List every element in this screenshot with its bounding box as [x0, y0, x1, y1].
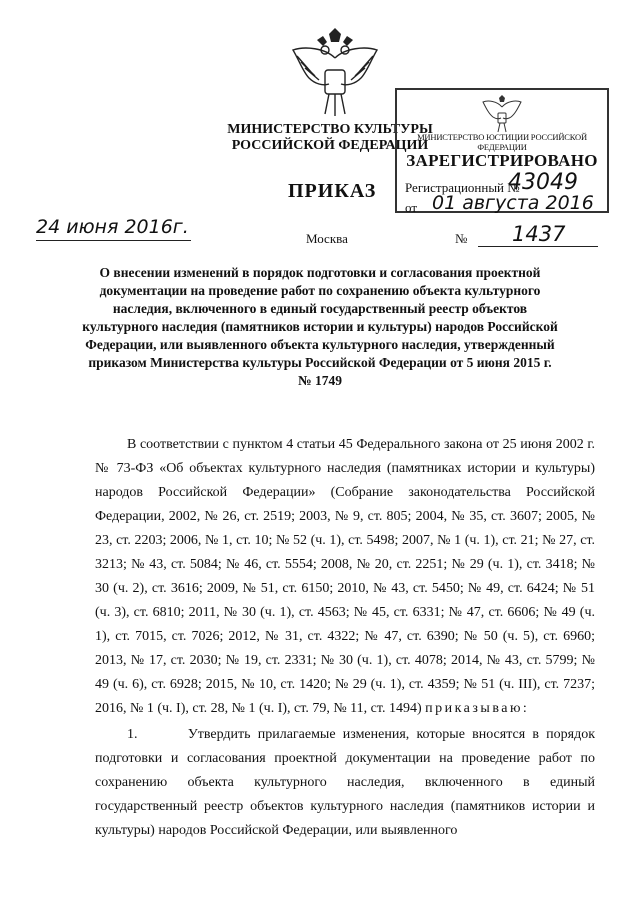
- document-heading: О внесении изменений в порядок подготовки и согласования проектной документации на проведение работ по сохранению объекта культурного наследия, включенного в единый государственный реестр объектов культурного наследия (памятников истории и культуры) народов Российской Федерации, или выявленного объекта культурного наследия, утвержденный приказом Министерства культуры Российской Федерации от 5 июня 2015 г. № 1749: [82, 265, 558, 388]
- item-1-number: 1.: [127, 727, 138, 742]
- document-body: [95, 433, 595, 843]
- document-type: ПРИКАЗ: [288, 180, 377, 202]
- order-number: 1437: [512, 222, 566, 246]
- item-1-paragraph: [95, 723, 595, 843]
- date-underline: [36, 240, 191, 241]
- order-number-label: №: [455, 231, 468, 246]
- city: Москва: [306, 231, 348, 246]
- preamble-paragraph: [95, 433, 595, 721]
- order-number-underline: [478, 246, 598, 247]
- preamble-text: В соответствии с пунктом 4 статьи 45 Федерального закона от 25 июня 2002 г. № 73-ФЗ «Об объектах культурного наследия (памятниках истории и культуры) народов Российской Федерации» (Собрание законодательства Российской Федерации, 2002, № 26, ст. 2519; 2003, № 9, ст. 805; 2004, № 35, ст. 3607; 2005, № 23, ст. 2203; 2006, № 1, ст. 10; № 52 (ч. 1), ст. 5498; 2007, № 1 (ч. 1), ст. 21; № 27, ст. 3213; № 43, ст. 5084; № 46, ст. 5554; 2008, № 20, ст. 2251; № 29 (ч. 1), ст. 3418; № 30 (ч. 2), ст. 3616; 2009, № 51, ст. 6150; 2010, № 43, ст. 5450; № 49, ст. 6424; № 51 (ч. 3), ст. 6810; 2011, № 30 (ч. 1), ст. 4563; № 45, ст. 6331; № 47, ст. 6606; № 49 (ч. 1), ст. 7015, ст. 7026; 2012, № 31, ст. 4322; № 47, ст. 6390; № 50 (ч. 5), ст. 6960; 2013, № 17, ст. 2030; № 19, ст. 2331; № 30 (ч. 1), ст. 4078; 2014, № 43, ст. 5799; № 49 (ч. 6), ст. 6928; 2015, № 10, ст. 1420; № 29 (ч. 1), ст. 4359; № 51 (ч. III), ст. 7237; 2016, № 1 (ч. I), ст. 28, № 1 (ч. I), ст. 79, № 11, ст. 1494): [95, 437, 595, 716]
- ministry-name-line1: МИНИСТЕРСТВО КУЛЬТУРЫ: [227, 122, 433, 137]
- coat-of-arms-emblem-icon: [285, 28, 385, 128]
- stamp-date-label: от: [405, 200, 418, 215]
- order-word: приказываю:: [425, 701, 530, 716]
- stamp-reg-label: Регистрационный №: [405, 180, 520, 195]
- ministry-name-line2: РОССИЙСКОЙ ФЕДЕРАЦИИ: [231, 138, 429, 153]
- item-1-text: Утвердить прилагаемые изменения, которые вносятся в порядок подготовки и согласования проектной документации на проведение работ по сохранению объекта культурного наследия, включенного в единый государственный реестр объектов культурного наследия (памятников истории и культуры) народов Российской Федерации, или выявленного: [95, 727, 596, 838]
- stamp-reg-number: 43049: [508, 170, 578, 195]
- stamp-org: МИНИСТЕРСТВО ЮСТИЦИИ РОССИЙСКОЙ ФЕДЕРАЦИИ: [417, 132, 587, 152]
- stamp-emblem-icon: [480, 95, 524, 135]
- stamp-status: ЗАРЕГИСТРИРОВАНО: [406, 151, 598, 170]
- stamp-date-value: 01 августа 2016: [432, 192, 594, 214]
- handwritten-date: 24 июня 2016г.: [36, 216, 189, 238]
